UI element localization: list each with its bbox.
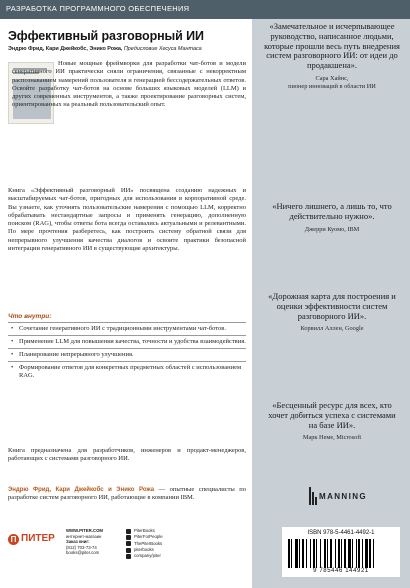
- social-item: piterbooks: [126, 547, 206, 553]
- publisher-contacts: [66, 528, 130, 556]
- list-item: • Сочетание генеративного ИИ с традиционными инструментами чат-ботов.: [8, 322, 246, 335]
- piter-logo-text: ПИТЕР: [21, 533, 55, 544]
- quote-text: «Замечательное и исчерпывающее руководство, написанное людьми, которые прошли весь путь внедрения систем разговорного ИИ: от идеи до продакшена».: [264, 21, 400, 71]
- telegram-icon: [126, 529, 131, 534]
- isbn-label: ISBN 978-5-4461-4492-1: [307, 530, 375, 536]
- review-quote: [264, 202, 400, 233]
- quote-author: Сара Хайнс,: [315, 74, 349, 82]
- publisher-email: books@piter.com: [66, 550, 100, 555]
- social-item: PiterForPeople: [126, 534, 206, 540]
- main-paragraph: Книга «Эффективный разговорный ИИ» посвящена созданию надежных и масштабируемых чат-ботов, пригодных для использования в корпоративной среде. Вы узнаете, как уточнять пользовательские намерения с помощью LLM, корректно обрабатывать нестандартные запросы и применять генерацию, дополненную поиском (RAG), чтобы ответы бота всегда оставались актуальными и релевантными. По мере прочтения разберетесь, как построить систему обратной связи для непрерывного улучшения качества диалогов и освоите практики безопасной интеграции генеративного ИИ в существующие архитектуры.: [8, 187, 246, 253]
- inside-heading: Что внутри:: [8, 313, 52, 320]
- inside-list: [8, 322, 246, 382]
- list-item: • Формирование ответов для конкретных предметных областей с использованием RAG.: [8, 361, 246, 382]
- series-band: [0, 0, 410, 19]
- barcode-digits: 9 785446 144921: [313, 568, 369, 574]
- quote-text: «Дорожная карта для построения и оценки эффективности систем разговорного ИИ».: [268, 291, 396, 321]
- authors-names: Эндрю Фрид, Кари Джейкобс, Энико Рожа,: [8, 46, 123, 52]
- publisher-site: WWW.PITER.COM: [66, 528, 103, 533]
- intro-paragraph: Новые мощные фреймворки для разработки чат-ботов и модели генеративного ИИ практически сняли ограничения, связанные с некорректным распознаванием намерений пользователя и генерацией бессодержательных ответов. Освойте разработку чат-ботов на основе больших языковых моделей (LLM) и других современных инструментов, а также проектирование разговорных систем, ориентированных на реальный пользовательский опыт.: [12, 60, 246, 109]
- authors-bio: — опытные специалисты по разработке систем разговорного ИИ, работающие в компании IBM.: [8, 486, 247, 502]
- publisher-site-note: интернет-магазин: [66, 533, 102, 539]
- orders-label: Заказ книг:: [66, 539, 90, 544]
- barcode-panel: [282, 527, 400, 577]
- youtube-icon: [126, 541, 131, 546]
- dzen-icon: [126, 548, 131, 553]
- review-quote: [264, 22, 400, 90]
- back-cover-right-column: [252, 19, 410, 588]
- list-item: • Применение LLM для повышения качества, точности и удобства взаимодействия.: [8, 335, 246, 348]
- audience-paragraph: Книга предназначена для разработчиков, инженеров и продакт-менеджеров, работающих с системами разговорного ИИ.: [8, 447, 246, 463]
- barcode-icon: [288, 539, 394, 568]
- quote-author: Джерри Куомо, IBM: [304, 225, 360, 233]
- manning-logo-icon: [309, 487, 317, 505]
- preface-credit: Предисловие Хесуса Мантаса: [123, 46, 202, 52]
- publisher-block: [0, 506, 252, 588]
- review-quote: [264, 292, 400, 333]
- review-quote: [264, 401, 400, 442]
- piter-logo-icon: П: [8, 534, 19, 545]
- quote-text: «Ничего лишнего, а лишь то, что действительно нужно».: [272, 201, 392, 221]
- publisher-phone: (812) 703-73-74: [66, 544, 97, 550]
- quote-author: Марк Неме, Microsoft: [302, 434, 362, 442]
- quote-author-role: пионер инноваций в области ИИ: [288, 82, 376, 90]
- series-label: РАЗРАБОТКА ПРОГРАММНОГО ОБЕСПЕЧЕНИЯ: [6, 4, 190, 13]
- list-item: • Планирование непрерывного улучшения.: [8, 348, 246, 361]
- vk-icon: [126, 535, 131, 540]
- quote-attribution: [264, 75, 400, 90]
- book-authors: [8, 46, 250, 52]
- back-cover-left-column: [0, 19, 252, 588]
- manning-logo-text: MANNING: [319, 492, 368, 501]
- authors-paragraph: [8, 486, 246, 503]
- piter-logo: [8, 533, 60, 546]
- quote-author: Корвилл Аллен, Google: [300, 325, 364, 333]
- authors-highlight: Эндрю Фрид, Кари Джейкобс и Энико Рожа: [8, 487, 155, 493]
- quote-text: «Бесценный ресурс для всех, кто хочет добиться успеха с системами на базе ИИ».: [268, 400, 396, 430]
- social-links: [126, 528, 206, 559]
- social-item: PiterBooks: [126, 528, 206, 534]
- book-title: Эффективный разговорный ИИ: [8, 29, 204, 43]
- social-item: company/piter: [126, 553, 206, 559]
- social-item: ThePiterBooks: [126, 541, 206, 547]
- link-icon: [126, 554, 131, 559]
